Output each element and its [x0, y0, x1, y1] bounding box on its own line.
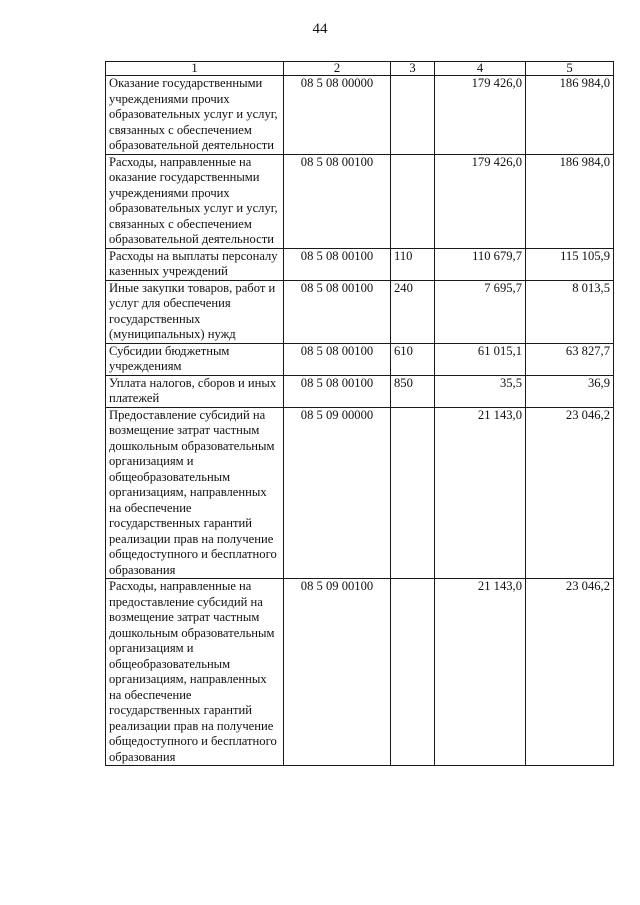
row-amount-2: 23 046,2 — [526, 407, 614, 579]
row-code: 08 5 09 00100 — [284, 579, 391, 766]
row-name: Расходы, направленные на предоставление субсидий на возмещение затрат частным дошкольным образовательным организациям и общеобразовательным организациям, направленных на обеспечение государственных гарантий реализации прав на получение общедоступного и бесплатного образования — [106, 579, 284, 766]
table-row — [106, 343, 614, 375]
row-amount-2: 186 984,0 — [526, 76, 614, 155]
row-amount-1: 179 426,0 — [435, 154, 526, 248]
row-expense-type — [391, 76, 435, 155]
row-amount-2: 36,9 — [526, 375, 614, 407]
row-expense-type — [391, 407, 435, 579]
budget-table — [105, 61, 614, 766]
table-header-row — [106, 62, 614, 76]
row-amount-2: 186 984,0 — [526, 154, 614, 248]
row-expense-type: 610 — [391, 343, 435, 375]
row-expense-type — [391, 154, 435, 248]
header-col-5: 5 — [526, 62, 614, 76]
table-row — [106, 76, 614, 155]
table-row — [106, 375, 614, 407]
row-name: Уплата налогов, сборов и иных платежей — [106, 375, 284, 407]
table-row — [106, 280, 614, 343]
row-amount-2: 63 827,7 — [526, 343, 614, 375]
row-amount-1: 110 679,7 — [435, 248, 526, 280]
row-amount-1: 35,5 — [435, 375, 526, 407]
row-amount-2: 115 105,9 — [526, 248, 614, 280]
row-code: 08 5 08 00100 — [284, 280, 391, 343]
page-number: 44 — [312, 21, 328, 37]
row-name: Оказание государственными учреждениями прочих образовательных услуг и услуг, связанных с обеспечением образовательной деятельности — [106, 76, 284, 155]
row-name: Субсидии бюджетным учреждениям — [106, 343, 284, 375]
row-amount-1: 21 143,0 — [435, 579, 526, 766]
table-row — [106, 407, 614, 579]
table-row — [106, 248, 614, 280]
row-code: 08 5 08 00000 — [284, 76, 391, 155]
row-name: Иные закупки товаров, работ и услуг для обеспечения государственных (муниципальных) нужд — [106, 280, 284, 343]
row-code: 08 5 08 00100 — [284, 375, 391, 407]
row-name: Предоставление субсидий на возмещение затрат частным дошкольным образовательным организациям и общеобразовательным организациям, направленных на обеспечение государственных гарантий реализации прав на получение общедоступного и бесплатного образования — [106, 407, 284, 579]
row-amount-1: 21 143,0 — [435, 407, 526, 579]
row-code: 08 5 09 00000 — [284, 407, 391, 579]
header-col-2: 2 — [284, 62, 391, 76]
row-expense-type — [391, 579, 435, 766]
row-amount-1: 7 695,7 — [435, 280, 526, 343]
header-col-1: 1 — [106, 62, 284, 76]
row-amount-1: 61 015,1 — [435, 343, 526, 375]
row-expense-type: 850 — [391, 375, 435, 407]
row-name: Расходы, направленные на оказание государственными учреждениями прочих образовательных услуг и услуг, связанных с обеспечением образовательной деятельности — [106, 154, 284, 248]
row-amount-2: 23 046,2 — [526, 579, 614, 766]
row-amount-1: 179 426,0 — [435, 76, 526, 155]
row-code: 08 5 08 00100 — [284, 248, 391, 280]
row-code: 08 5 08 00100 — [284, 343, 391, 375]
table-row — [106, 154, 614, 248]
header-col-3: 3 — [391, 62, 435, 76]
header-col-4: 4 — [435, 62, 526, 76]
row-amount-2: 8 013,5 — [526, 280, 614, 343]
row-code: 08 5 08 00100 — [284, 154, 391, 248]
row-name: Расходы на выплаты персоналу казенных учреждений — [106, 248, 284, 280]
table-row — [106, 579, 614, 766]
row-expense-type: 240 — [391, 280, 435, 343]
row-expense-type: 110 — [391, 248, 435, 280]
